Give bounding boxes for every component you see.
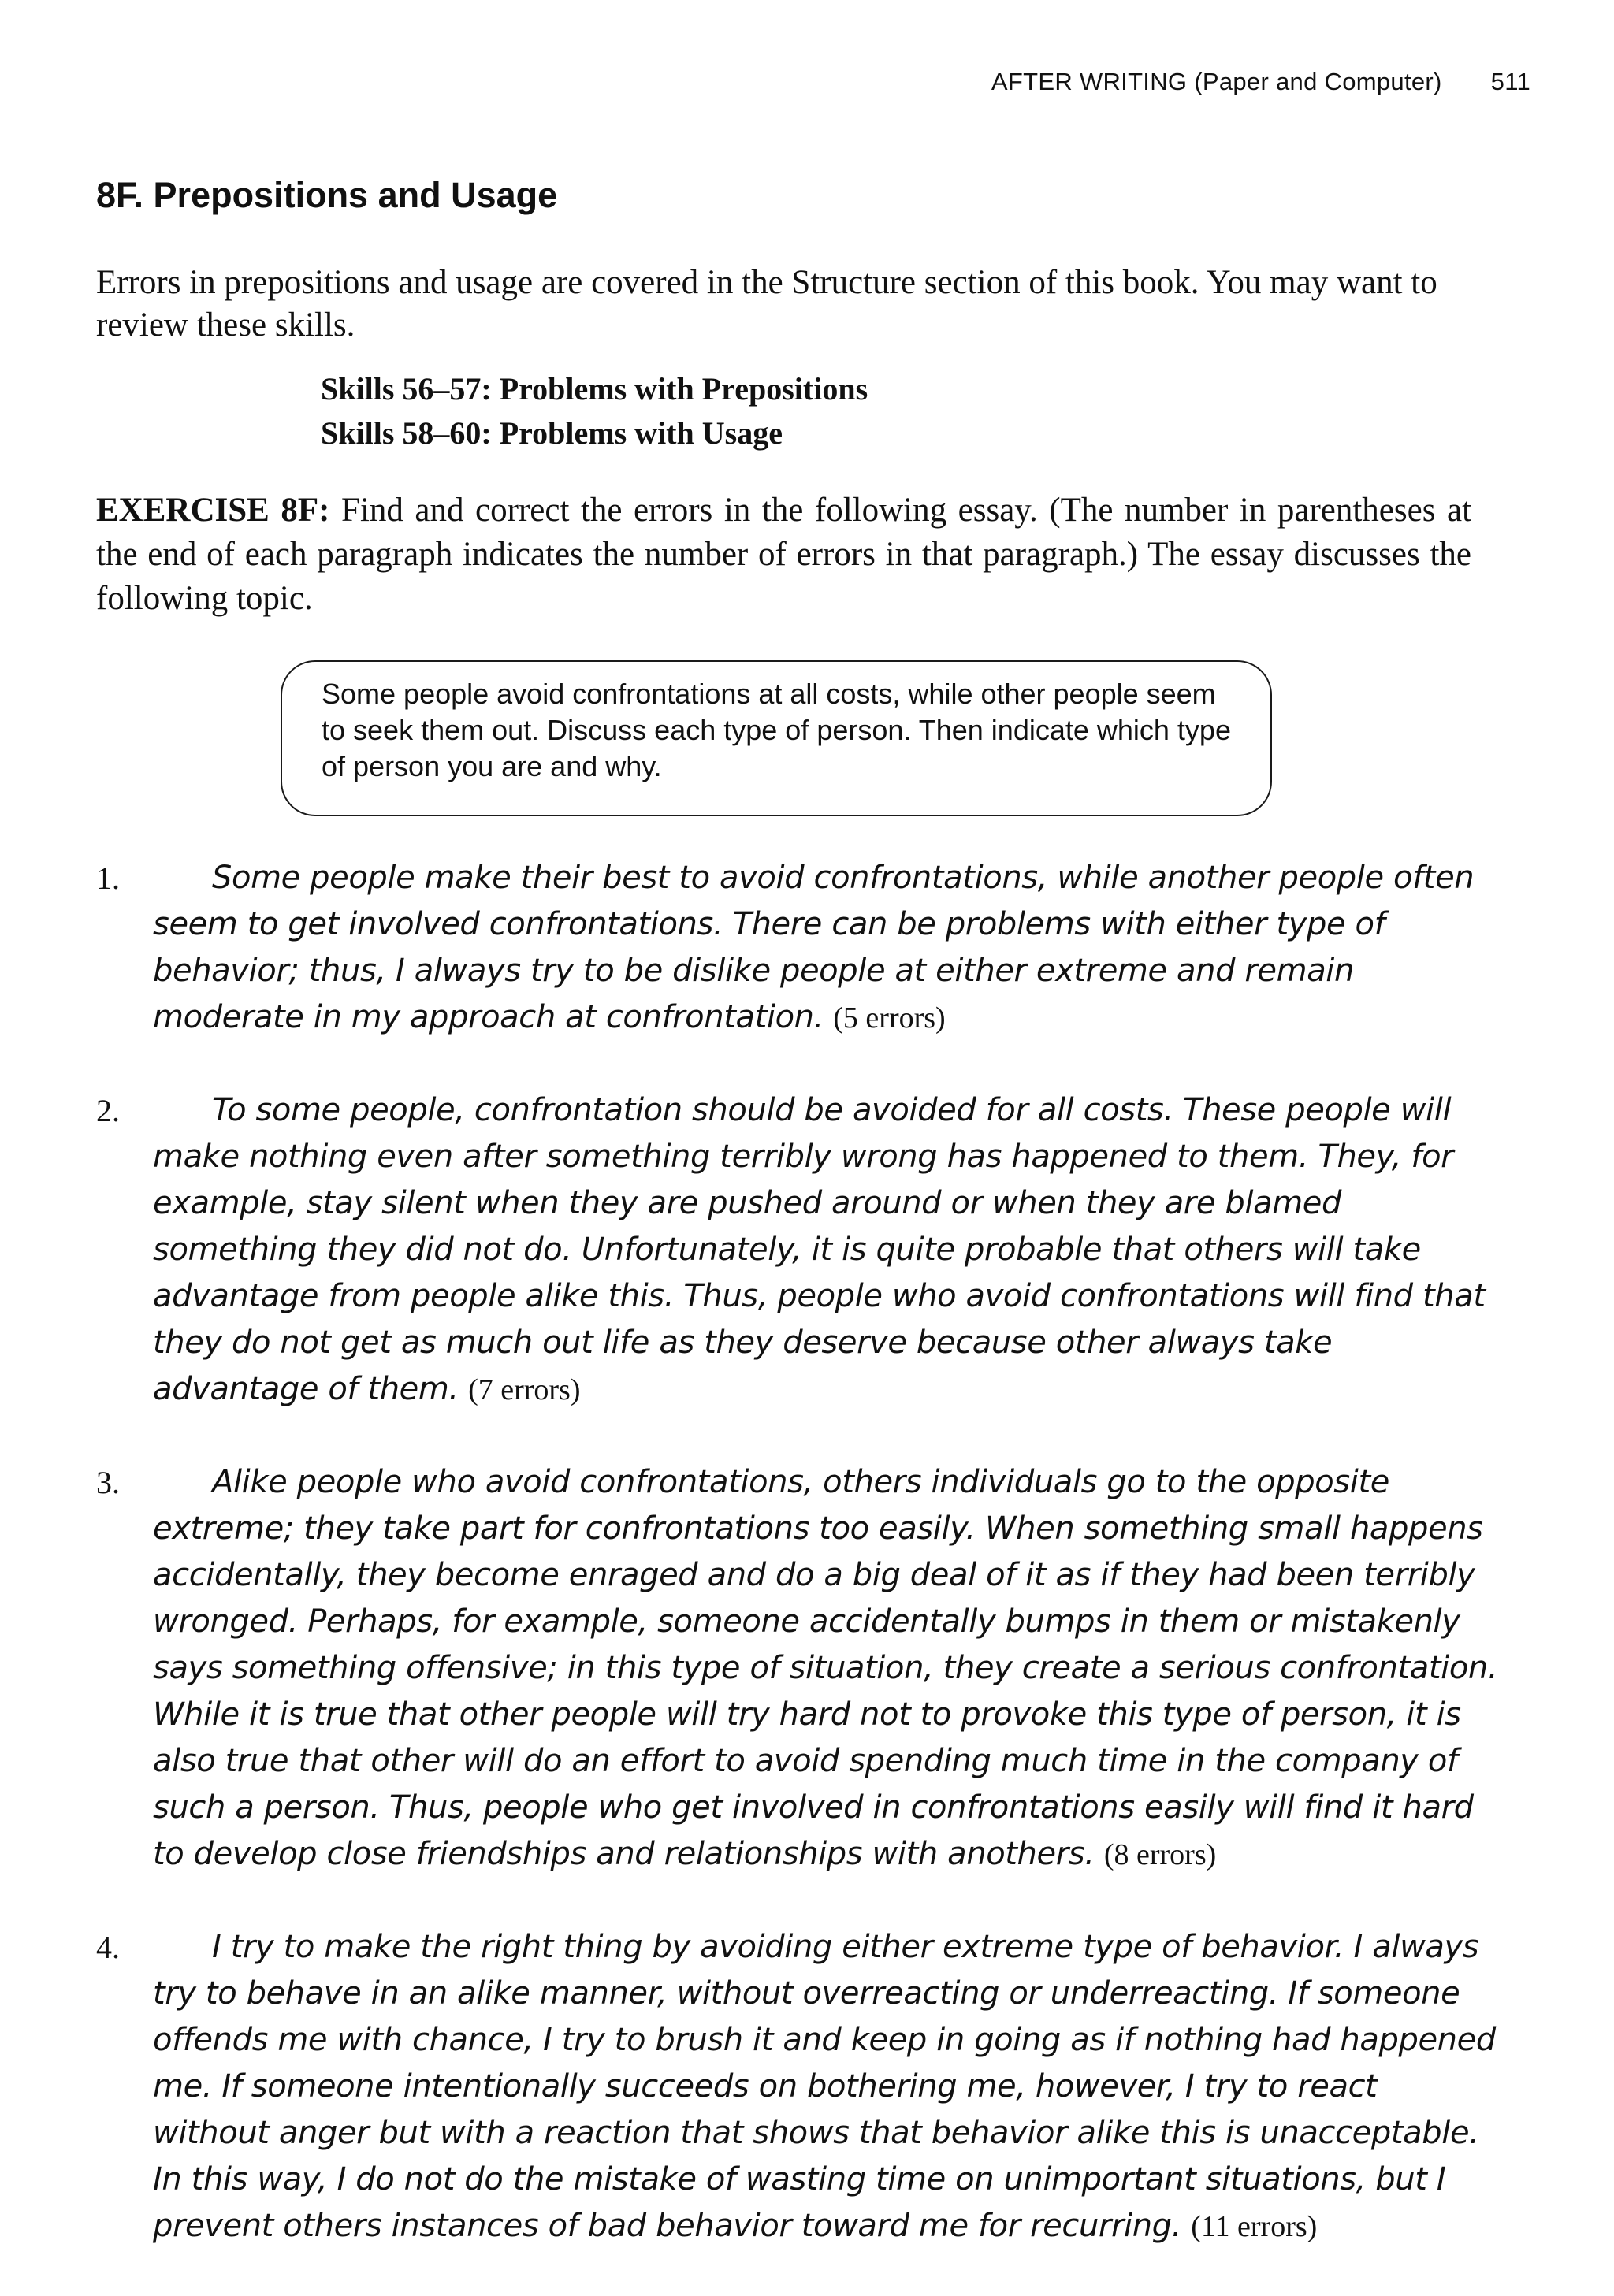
exercise-text: Find and correct the errors in the following essay. (The number in parentheses at the end of each paragraph indicates the number of errors in that paragraph.) The essay discusses the following topic. bbox=[96, 492, 1472, 617]
paragraph-body bbox=[153, 1924, 1499, 2250]
page-number: 511 bbox=[1490, 68, 1530, 95]
error-count: (11 errors) bbox=[1191, 2210, 1318, 2243]
essay-paragraph bbox=[96, 1459, 1499, 1878]
paragraph-text: Some people make their best to avoid confrontations, while another people often seem to get involved confrontations. There can be problems with either type of behavior; thus, I always try to be dislike people at either extreme and remain moderate in my approach at confrontation. bbox=[153, 860, 1475, 1035]
error-count: (8 errors) bbox=[1103, 1838, 1217, 1871]
error-count: (5 errors) bbox=[833, 1001, 946, 1035]
paragraph-text: To some people, confrontation should be avoided for all costs. These people will make nothing even after something terribly wrong has happened to them. They, for example, stay silent when they are pushed around or when they are blamed something they did not do. Unfortunately, it is quite probable that others will take advantage from people alike this. Thus, people who avoid confrontations will find that they do not get as much out life as they deserve because other always take advantage of them. bbox=[153, 1092, 1486, 1407]
essay-paragraph bbox=[96, 1087, 1499, 1414]
topic-box bbox=[281, 660, 1272, 816]
essay-paragraph bbox=[96, 855, 1499, 1042]
topic-text: Some people avoid confrontations at all costs, while other people seem to seek them out. Discuss each type of person. Then indicate which type of person you are and why. bbox=[322, 678, 1231, 782]
running-head bbox=[991, 68, 1530, 96]
exercise-label: EXERCISE 8F: bbox=[96, 492, 330, 529]
paragraph-text: I try to make the right thing by avoiding either extreme type of behavior. I always try to behave in an alike manner, without overreacting or underreacting. If someone offends me with chance, I try to brush it and keep in going as if nothing had happened me. If someone intentionally succeeds on bothering me, however, I try to react without anger but with a reaction that shows that behavior alike this is unacceptable. In this way, I do not do the mistake of wasting time on unimportant situations, but I prevent others instances of bad behavior toward me for recurring. bbox=[153, 1929, 1496, 2244]
exercise-instructions bbox=[96, 489, 1471, 621]
skill-line: Skills 58–60: Problems with Usage bbox=[321, 415, 783, 451]
paragraph-number: 3. bbox=[96, 1465, 120, 1500]
intro-paragraph: Errors in prepositions and usage are covered in the Structure section of this book. You may want to review these skills. bbox=[96, 264, 1437, 344]
error-count: (7 errors) bbox=[468, 1373, 581, 1406]
paragraph-number: 1. bbox=[96, 860, 120, 896]
paragraph-body bbox=[153, 1459, 1499, 1878]
paragraph-body bbox=[153, 855, 1499, 1042]
paragraph-number: 4. bbox=[96, 1930, 120, 1965]
essay-paragraphs bbox=[96, 855, 1499, 2296]
skills-list bbox=[321, 367, 868, 455]
paragraph-text: Alike people who avoid confrontations, others individuals go to the opposite extreme; they take part for confrontations too easily. When something small happens accidentally, they become enraged and do a big deal of it as if they had been terribly wronged. Perhaps, for example, someone accidentally bumps in them or mistakenly says something offensive; in this type of situation, they create a serious confrontation. While it is true that other people will try hard not to provoke this type of person, it is also true that other will do an effort to avoid spending much time in the company of such a person. Thus, people who get involved in confrontations easily will find it hard to develop close friendships and relationships with anothers. bbox=[153, 1464, 1498, 1872]
running-title: AFTER WRITING (Paper and Computer) bbox=[991, 68, 1442, 95]
skill-line: Skills 56–57: Problems with Prepositions bbox=[321, 371, 868, 407]
section-title: 8F. Prepositions and Usage bbox=[96, 175, 558, 215]
paragraph-body bbox=[153, 1087, 1499, 1414]
paragraph-number: 2. bbox=[96, 1093, 120, 1128]
essay-paragraph bbox=[96, 1924, 1499, 2250]
